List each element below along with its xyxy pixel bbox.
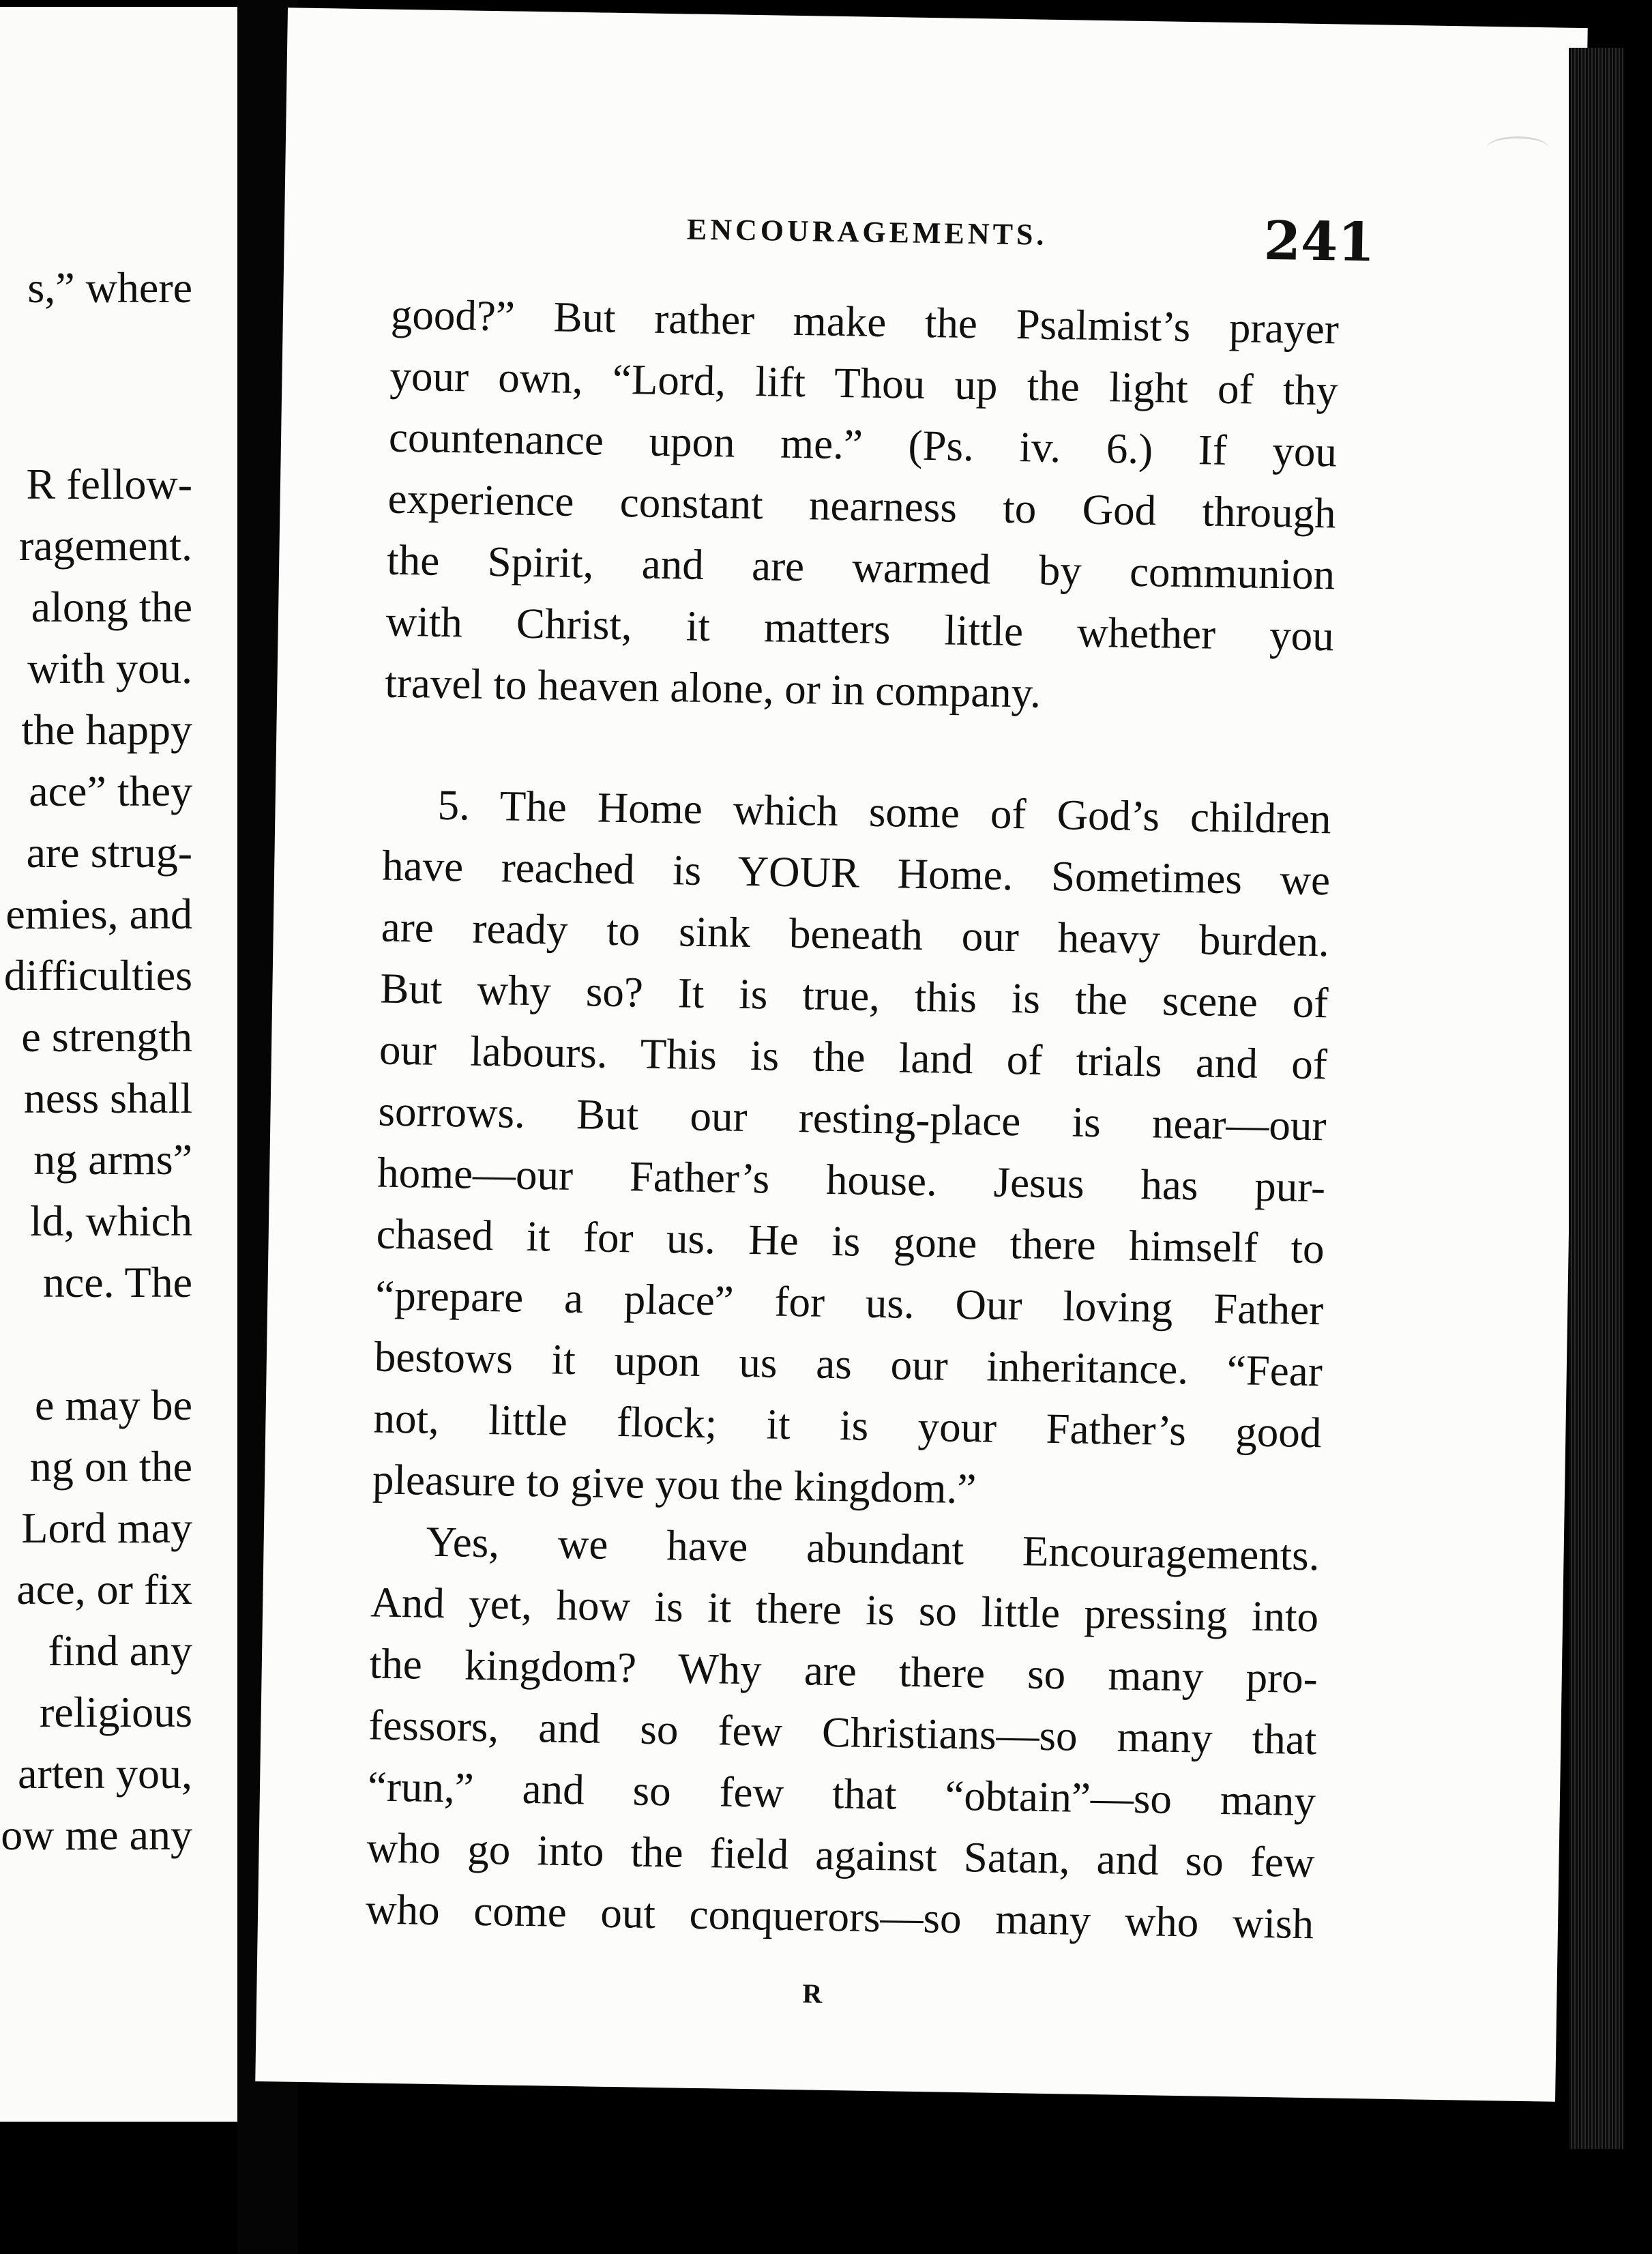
left-page-line: nce. The [42,1258,192,1306]
left-page-line: Lord may [21,1504,192,1552]
page-number: 241 [1263,209,1376,274]
text-line: home—our Father’s house. Jesus has pur- [377,1148,1326,1212]
running-head [284,199,1584,280]
text-line: with Christ, it matters little whether you [385,597,1335,660]
left-page-line: ng on the [29,1442,192,1491]
left-page-line: along the [31,583,192,631]
left-page-line: e may be [35,1381,192,1429]
text-line: But why so? It is true, this is the scene of [379,964,1329,1027]
left-page-line: arten you, [18,1749,192,1798]
text-line: chased it for us. He is gone there himself to [376,1210,1325,1273]
left-page-line: R fellow- [26,460,192,508]
text-line: And yet, how is it there is so little pressing into [370,1578,1319,1641]
left-page-line: the happy [21,705,192,754]
left-page-line: ng arms” [33,1135,192,1184]
left-page-line: are strug- [26,828,192,877]
text-line: travel to heaven alone, or in company. [384,658,1042,717]
text-line: bestows it upon us as our inheritance. “Fear [374,1332,1323,1396]
left-page-line: s,” where [27,263,192,312]
text-line: our labours. This is the land of trials and of [379,1025,1328,1089]
left-page-line: ace, or fix [16,1565,192,1613]
text-line: fessors, and so few Christians—so many that [368,1701,1317,1764]
left-page-line: e strength [21,1012,192,1061]
text-line: your own, “Lord, lift Thou up the light of thy [389,351,1338,415]
right-page [255,8,1588,2102]
left-page-line: ace” they [29,767,192,815]
left-page-line: emies, and [5,890,192,938]
text-line: pleasure to give you the kingdom.” [372,1455,977,1513]
text-line: are ready to sink beneath our heavy burden. [381,903,1330,966]
text-line: 5. The Home which some of God’s children [437,780,1332,843]
page-edges [1569,48,1623,2149]
signature-mark: R [802,1978,823,2009]
left-page-line: ow me any [1,1811,192,1859]
text-line: “prepare a place” for us. Our loving Father [374,1271,1324,1334]
text-line: Yes, we have abundant Encouragements. [426,1517,1321,1580]
text-line: good?” But rather make the Psalmist’s prayer [390,290,1340,353]
left-page-text [0,7,237,2122]
text-line: “run,” and so few that “obtain”—so many [367,1762,1316,1826]
left-page-line: find any [48,1626,192,1675]
text-line: countenance upon me.” (Ps. iv. 6.) If you [388,413,1338,476]
body-text [366,284,1340,1955]
scan-smudge [1487,136,1548,159]
left-page-line: ness shall [23,1074,192,1122]
left-page-line: with you. [27,644,192,692]
text-line: the Spirit, and are warmed by communion [386,536,1336,599]
text-line: who go into the field against Satan, and so few [366,1824,1316,1887]
running-head-title: ENCOURAGEMENTS. [686,212,1048,252]
left-page-line: ragement. [18,521,192,570]
left-page-line: difficulties [3,951,192,999]
left-page [0,7,237,2122]
text-line: have reached is YOUR Home. Sometimes we [381,841,1331,905]
text-line: who come out conquerors—so many who wish [365,1885,1314,1948]
left-page-line: religious [40,1688,192,1736]
text-line: the kingdom? Why are there so many pro- [369,1639,1318,1703]
text-line: experience constant nearness to God through [387,474,1337,538]
text-line: not, little flock; it is your Father’s good [372,1394,1322,1457]
text-line: sorrows. But our resting-place is near—our [378,1087,1327,1150]
left-page-line: ld, which [29,1197,192,1245]
